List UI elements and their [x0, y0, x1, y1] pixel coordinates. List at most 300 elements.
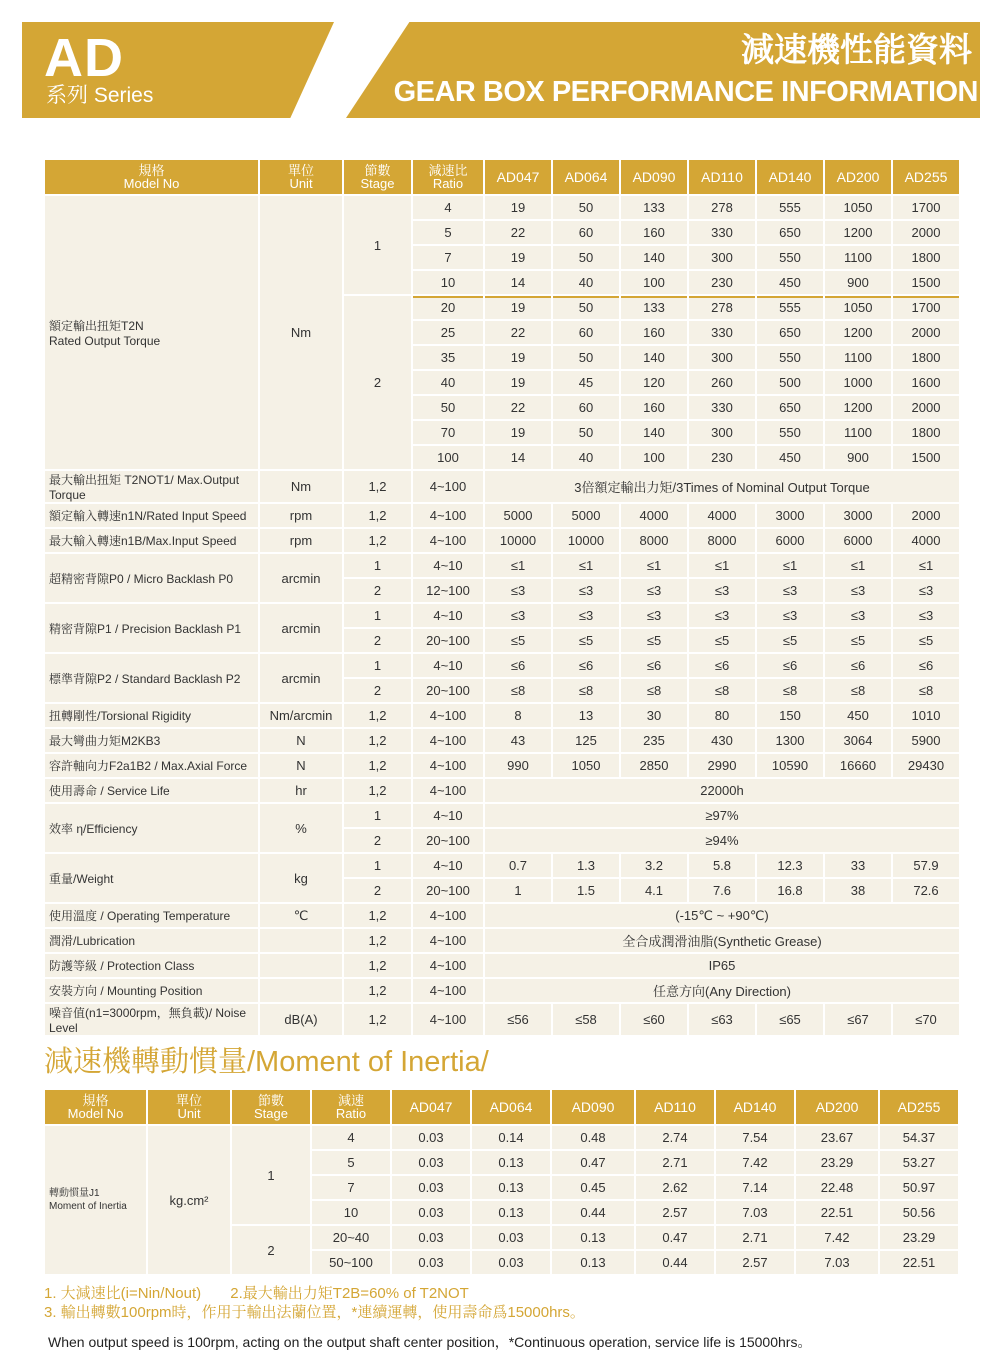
ratio-cell: 4~100 — [413, 704, 483, 727]
value-cell: 54.37 — [880, 1126, 958, 1149]
value-cell: ≤8 — [621, 679, 687, 702]
value-cell: 160 — [621, 396, 687, 419]
ratio-cell: 100 — [413, 446, 483, 469]
weight-row — [45, 854, 959, 877]
value-cell: ≤3 — [825, 604, 891, 627]
value-cell: ≤3 — [485, 579, 551, 602]
stage-cell: 1,2 — [344, 754, 411, 777]
value-cell: ≤6 — [621, 654, 687, 677]
ratio-cell: 12~100 — [413, 579, 483, 602]
mounting-label: 安裝方向 / Mounting Position — [45, 979, 258, 1002]
value-cell: 0.03 — [392, 1226, 470, 1249]
value-cell: 38 — [825, 879, 891, 902]
value-cell: 10000 — [485, 529, 551, 552]
value-cell: ≤5 — [689, 629, 755, 652]
stage-cell: 1,2 — [344, 779, 411, 802]
stage-cell: 1,2 — [344, 504, 411, 527]
header-model-ad110: AD110 — [689, 160, 755, 194]
stage-cell: 2 — [344, 579, 411, 602]
rigidity-row — [45, 704, 959, 727]
value-cell: 0.13 — [472, 1176, 550, 1199]
ratio-cell: 4 — [413, 196, 483, 219]
unit-cell: N — [260, 754, 342, 777]
value-cell: ≤3 — [553, 579, 619, 602]
noise-row — [45, 1004, 959, 1035]
value-cell: 300 — [689, 421, 755, 444]
value-cell: 550 — [757, 421, 823, 444]
value-cell: 0.03 — [392, 1176, 470, 1199]
ratio-cell: 4~100 — [413, 979, 483, 1002]
value-cell: 5000 — [485, 504, 551, 527]
value-cell: 0.7 — [485, 854, 551, 877]
merged-value-cell: 全合成潤滑油脂(Synthetic Grease) — [485, 929, 959, 952]
value-cell: 22.51 — [796, 1201, 878, 1224]
inertia-header-ad064: AD064 — [472, 1090, 550, 1124]
value-cell: 0.44 — [636, 1251, 714, 1274]
value-cell: ≤3 — [621, 604, 687, 627]
value-cell: 2.71 — [716, 1226, 794, 1249]
stage-cell: 1,2 — [344, 954, 411, 977]
value-cell: ≤1 — [689, 554, 755, 577]
value-cell: ≤58 — [553, 1004, 619, 1035]
bending-label: 最大彎曲力矩M2KB3 — [45, 729, 258, 752]
value-cell: 50 — [553, 196, 619, 219]
value-cell: 2000 — [893, 321, 959, 344]
value-cell: 650 — [757, 321, 823, 344]
backlash_p2-row — [45, 654, 959, 677]
ratio-cell: 5 — [413, 221, 483, 244]
value-cell: 29430 — [893, 754, 959, 777]
value-cell: 7.03 — [716, 1201, 794, 1224]
value-cell: 278 — [689, 196, 755, 219]
merged-value-cell: IP65 — [485, 954, 959, 977]
value-cell: 19 — [485, 346, 551, 369]
value-cell: 6000 — [825, 529, 891, 552]
value-cell: 16.8 — [757, 879, 823, 902]
header-model-ad140: AD140 — [757, 160, 823, 194]
value-cell: 133 — [621, 196, 687, 219]
value-cell: 330 — [689, 396, 755, 419]
value-cell: ≤60 — [621, 1004, 687, 1035]
ratio-cell: 4~100 — [413, 729, 483, 752]
value-cell: 1010 — [893, 704, 959, 727]
value-cell: 0.13 — [552, 1251, 634, 1274]
value-cell: 3000 — [825, 504, 891, 527]
value-cell: ≤3 — [893, 604, 959, 627]
value-cell: ≤3 — [553, 604, 619, 627]
unit-cell: arcmin — [260, 604, 342, 652]
page-title-cn: 減速機性能資料 — [741, 31, 972, 68]
ratio-cell: 4~100 — [413, 529, 483, 552]
value-cell: 1700 — [893, 196, 959, 219]
unit-cell — [260, 979, 342, 1002]
inertia-header-ad110: AD110 — [636, 1090, 714, 1124]
value-cell: 235 — [621, 729, 687, 752]
value-cell: 260 — [689, 371, 755, 394]
value-cell: 50 — [553, 246, 619, 269]
unit-cell: hr — [260, 779, 342, 802]
value-cell: 53.27 — [880, 1151, 958, 1174]
value-cell: 2850 — [621, 754, 687, 777]
value-cell: 60 — [553, 321, 619, 344]
value-cell: 1050 — [825, 196, 891, 219]
value-cell: 1500 — [893, 271, 959, 294]
merged-value-cell: 3倍額定輸出力矩/3Times of Nominal Output Torque — [485, 471, 959, 502]
value-cell: ≤3 — [485, 604, 551, 627]
value-cell: 8 — [485, 704, 551, 727]
value-cell: ≤70 — [893, 1004, 959, 1035]
unit-cell: N — [260, 729, 342, 752]
value-cell: ≤6 — [893, 654, 959, 677]
value-cell: ≤6 — [825, 654, 891, 677]
value-cell: 3064 — [825, 729, 891, 752]
value-cell: 4.1 — [621, 879, 687, 902]
efficiency-row — [45, 804, 959, 827]
value-cell: ≤5 — [893, 629, 959, 652]
stage-cell: 1,2 — [344, 979, 411, 1002]
value-cell: 125 — [553, 729, 619, 752]
value-cell: 0.45 — [552, 1176, 634, 1199]
value-cell: 0.44 — [552, 1201, 634, 1224]
value-cell: 0.03 — [472, 1251, 550, 1274]
value-cell: ≤1 — [893, 554, 959, 577]
ratio-cell: 25 — [413, 321, 483, 344]
value-cell: 450 — [757, 446, 823, 469]
value-cell: 1800 — [893, 421, 959, 444]
table-header-row — [45, 160, 959, 194]
value-cell: 0.03 — [392, 1251, 470, 1274]
inertia-header-ad200: AD200 — [796, 1090, 878, 1124]
value-cell: 10590 — [757, 754, 823, 777]
torque-label: 額定輸出扭矩T2N Rated Output Torque — [45, 196, 258, 469]
value-cell: 555 — [757, 296, 823, 319]
unit-cell: ℃ — [260, 904, 342, 927]
value-cell: 19 — [485, 421, 551, 444]
value-cell: 22.48 — [796, 1176, 878, 1199]
value-cell: 550 — [757, 346, 823, 369]
ratio-cell: 35 — [413, 346, 483, 369]
stage-cell: 1 — [344, 554, 411, 577]
inertia-section-title: 減速機轉動慣量/Moment of Inertia/ — [44, 1046, 489, 1078]
value-cell: ≤5 — [485, 629, 551, 652]
value-cell: 550 — [757, 246, 823, 269]
value-cell: 450 — [757, 271, 823, 294]
value-cell: ≤6 — [485, 654, 551, 677]
value-cell: 3.2 — [621, 854, 687, 877]
value-cell: 60 — [553, 396, 619, 419]
value-cell: 0.03 — [472, 1226, 550, 1249]
value-cell: ≤1 — [757, 554, 823, 577]
value-cell: 1200 — [825, 396, 891, 419]
value-cell: 0.13 — [472, 1201, 550, 1224]
value-cell: 900 — [825, 271, 891, 294]
life-row — [45, 779, 959, 802]
value-cell: ≤3 — [757, 604, 823, 627]
backlash_p0-label: 超精密背隙P0 / Micro Backlash P0 — [45, 554, 258, 602]
value-cell: 0.14 — [472, 1126, 550, 1149]
value-cell: 50 — [553, 346, 619, 369]
value-cell: ≤8 — [825, 679, 891, 702]
value-cell: 43 — [485, 729, 551, 752]
value-cell: 900 — [825, 446, 891, 469]
header-model-ad064: AD064 — [553, 160, 619, 194]
value-cell: 10000 — [553, 529, 619, 552]
value-cell: 300 — [689, 346, 755, 369]
inertia-header-ratio: 減速 Ratio — [312, 1090, 390, 1124]
value-cell: 133 — [621, 296, 687, 319]
value-cell: ≤6 — [757, 654, 823, 677]
ratio-cell: 5 — [312, 1151, 390, 1174]
value-cell: 230 — [689, 271, 755, 294]
axial-row — [45, 754, 959, 777]
value-cell: 1100 — [825, 421, 891, 444]
ratio-cell: 20 — [413, 296, 483, 319]
header-unit: 單位 Unit — [260, 160, 342, 194]
value-cell: 1050 — [825, 296, 891, 319]
noise-label: 噪音值(n1=3000rpm，無負載)/ Noise Level — [45, 1004, 258, 1035]
merged-value-cell: ≥97% — [485, 804, 959, 827]
value-cell: 8000 — [621, 529, 687, 552]
value-cell: 278 — [689, 296, 755, 319]
value-cell: 4000 — [621, 504, 687, 527]
lube-label: 潤滑/Lubrication — [45, 929, 258, 952]
header-model-ad090: AD090 — [621, 160, 687, 194]
value-cell: 0.13 — [552, 1226, 634, 1249]
inertia-header-ad140: AD140 — [716, 1090, 794, 1124]
value-cell: 140 — [621, 246, 687, 269]
value-cell: 7.54 — [716, 1126, 794, 1149]
inertia-label: 轉動慣量J1 Moment of Inertia — [45, 1126, 146, 1274]
value-cell: 1100 — [825, 346, 891, 369]
value-cell: 22 — [485, 221, 551, 244]
value-cell: 0.13 — [472, 1151, 550, 1174]
max_torque-label: 最大輸出扭矩 T2NOT1/ Max.Output Torque — [45, 471, 258, 502]
value-cell: 2.57 — [716, 1251, 794, 1274]
ratio-cell: 4~100 — [413, 954, 483, 977]
value-cell: 450 — [825, 704, 891, 727]
stage-cell: 1,2 — [344, 471, 411, 502]
ratio-cell: 4~100 — [413, 1004, 483, 1035]
value-cell: 1050 — [553, 754, 619, 777]
value-cell: 160 — [621, 221, 687, 244]
ratio-cell: 20~100 — [413, 879, 483, 902]
header-model-ad255: AD255 — [893, 160, 959, 194]
value-cell: 30 — [621, 704, 687, 727]
value-cell: ≤1 — [621, 554, 687, 577]
unit-cell: kg — [260, 854, 342, 902]
weight-label: 重量/Weight — [45, 854, 258, 902]
value-cell: 2.57 — [636, 1201, 714, 1224]
page-title-en: GEAR BOX PERFORMANCE INFORMATION — [393, 76, 978, 108]
backlash_p1-row — [45, 604, 959, 627]
value-cell: 45 — [553, 371, 619, 394]
value-cell: 40 — [553, 446, 619, 469]
stage-cell: 1 — [344, 196, 411, 294]
backlash_p0-row — [45, 554, 959, 577]
value-cell: 7.03 — [796, 1251, 878, 1274]
value-cell: ≤1 — [825, 554, 891, 577]
torque-unit: Nm — [260, 196, 342, 469]
value-cell: 4000 — [689, 504, 755, 527]
unit-cell — [260, 954, 342, 977]
footnote-3: 3. 輸出轉數100rpm時，作用于輸出法蘭位置，*連續運轉，使用壽命爲15000hrs。 — [44, 1304, 585, 1321]
stage-cell: 1 — [344, 804, 411, 827]
ratio-cell: 7 — [312, 1176, 390, 1199]
unit-cell — [260, 929, 342, 952]
header-model-ad047: AD047 — [485, 160, 551, 194]
value-cell: ≤56 — [485, 1004, 551, 1035]
ratio-cell: 50 — [413, 396, 483, 419]
stage-cell: 2 — [344, 829, 411, 852]
value-cell: 160 — [621, 321, 687, 344]
value-cell: 1 — [485, 879, 551, 902]
value-cell: 0.03 — [392, 1201, 470, 1224]
value-cell: ≤6 — [689, 654, 755, 677]
value-cell: ≤5 — [825, 629, 891, 652]
header-model: 規格 Model No — [45, 160, 258, 194]
value-cell: ≤3 — [757, 579, 823, 602]
mounting-row — [45, 979, 959, 1002]
unit-cell: arcmin — [260, 654, 342, 702]
value-cell: 1.3 — [553, 854, 619, 877]
value-cell: 5900 — [893, 729, 959, 752]
value-cell: 19 — [485, 196, 551, 219]
value-cell: ≤3 — [689, 579, 755, 602]
inertia-header-model: 規格 Model No — [45, 1090, 146, 1124]
value-cell: 23.67 — [796, 1126, 878, 1149]
ratio-cell: 4~100 — [413, 754, 483, 777]
value-cell: 50.56 — [880, 1201, 958, 1224]
inertia-table — [43, 1088, 960, 1276]
stage-cell: 1 — [344, 654, 411, 677]
value-cell: 1800 — [893, 346, 959, 369]
value-cell: 33 — [825, 854, 891, 877]
header-stage: 節數 Stage — [344, 160, 411, 194]
value-cell: ≤8 — [689, 679, 755, 702]
value-cell: 50.97 — [880, 1176, 958, 1199]
inertia-header-ad255: AD255 — [880, 1090, 958, 1124]
value-cell: 40 — [553, 271, 619, 294]
value-cell: 650 — [757, 221, 823, 244]
value-cell: 330 — [689, 221, 755, 244]
value-cell: ≤5 — [757, 629, 823, 652]
value-cell: ≤63 — [689, 1004, 755, 1035]
value-cell: 22.51 — [880, 1251, 958, 1274]
value-cell: 19 — [485, 246, 551, 269]
value-cell: 2000 — [893, 396, 959, 419]
value-cell: ≤8 — [893, 679, 959, 702]
rigidity-label: 扭轉剛性/Torsional Rigidity — [45, 704, 258, 727]
merged-value-cell: ≥94% — [485, 829, 959, 852]
value-cell: 19 — [485, 296, 551, 319]
value-cell: 230 — [689, 446, 755, 469]
ratio-cell: 4~100 — [413, 504, 483, 527]
stage-cell: 2 — [344, 879, 411, 902]
value-cell: 1.5 — [553, 879, 619, 902]
value-cell: 120 — [621, 371, 687, 394]
value-cell: 140 — [621, 421, 687, 444]
value-cell: 7.42 — [796, 1226, 878, 1249]
value-cell: 2000 — [893, 221, 959, 244]
value-cell: 1500 — [893, 446, 959, 469]
footnote-1-2: 1. 大減速比(i=Nin/Nout) 2.最大輸出力矩T2B=60% of T2NOT — [44, 1285, 469, 1302]
value-cell: 60 — [553, 221, 619, 244]
life-label: 使用壽命 / Service Life — [45, 779, 258, 802]
value-cell: 0.48 — [552, 1126, 634, 1149]
value-cell: 2.62 — [636, 1176, 714, 1199]
value-cell: 430 — [689, 729, 755, 752]
inertia-row — [45, 1126, 958, 1149]
value-cell: 12.3 — [757, 854, 823, 877]
value-cell: ≤1 — [485, 554, 551, 577]
merged-value-cell: (-15℃ ~ +90℃) — [485, 904, 959, 927]
stage-cell: 1,2 — [344, 929, 411, 952]
value-cell: 1000 — [825, 371, 891, 394]
stage-cell: 1,2 — [344, 729, 411, 752]
stage-cell: 2 — [344, 296, 411, 469]
value-cell: 7.42 — [716, 1151, 794, 1174]
efficiency-label: 效率 η/Efficiency — [45, 804, 258, 852]
value-cell: 22 — [485, 321, 551, 344]
stage-cell: 2 — [232, 1226, 310, 1274]
value-cell: 16660 — [825, 754, 891, 777]
value-cell: 555 — [757, 196, 823, 219]
stage-cell: 1 — [344, 854, 411, 877]
inertia-header-row — [45, 1090, 958, 1124]
bending-row — [45, 729, 959, 752]
value-cell: 2.74 — [636, 1126, 714, 1149]
value-cell: 2990 — [689, 754, 755, 777]
value-cell: ≤3 — [825, 579, 891, 602]
unit-cell: dB(A) — [260, 1004, 342, 1035]
ratio-cell: 4~10 — [413, 854, 483, 877]
value-cell: ≤8 — [553, 679, 619, 702]
value-cell: 1300 — [757, 729, 823, 752]
value-cell: 1800 — [893, 246, 959, 269]
backlash_p1-label: 精密背隙P1 / Precision Backlash P1 — [45, 604, 258, 652]
stage-cell: 2 — [344, 679, 411, 702]
ratio-cell: 4~10 — [413, 554, 483, 577]
ratio-cell: 4~10 — [413, 804, 483, 827]
value-cell: 5000 — [553, 504, 619, 527]
value-cell: 6000 — [757, 529, 823, 552]
value-cell: 4000 — [893, 529, 959, 552]
inertia-header-ad047: AD047 — [392, 1090, 470, 1124]
unit-cell: Nm/arcmin — [260, 704, 342, 727]
value-cell: 19 — [485, 371, 551, 394]
series-label: 系列 Series — [46, 84, 154, 107]
value-cell: 5.8 — [689, 854, 755, 877]
value-cell: 1600 — [893, 371, 959, 394]
value-cell: 1700 — [893, 296, 959, 319]
unit-cell: % — [260, 804, 342, 852]
performance-table — [43, 158, 961, 1037]
value-cell: 300 — [689, 246, 755, 269]
ratio-cell: 20~100 — [413, 829, 483, 852]
value-cell: 50 — [553, 296, 619, 319]
stage-cell: 2 — [344, 629, 411, 652]
value-cell: 150 — [757, 704, 823, 727]
unit-cell: rpm — [260, 529, 342, 552]
value-cell: 0.47 — [552, 1151, 634, 1174]
value-cell: 57.9 — [893, 854, 959, 877]
series-code: AD — [44, 28, 124, 88]
value-cell: 72.6 — [893, 879, 959, 902]
axial-label: 容許軸向力F2a1B2 / Max.Axial Force — [45, 754, 258, 777]
stage-cell: 1 — [232, 1126, 310, 1224]
ratio-cell: 4~100 — [413, 779, 483, 802]
inertia-header-unit: 單位 Unit — [148, 1090, 230, 1124]
